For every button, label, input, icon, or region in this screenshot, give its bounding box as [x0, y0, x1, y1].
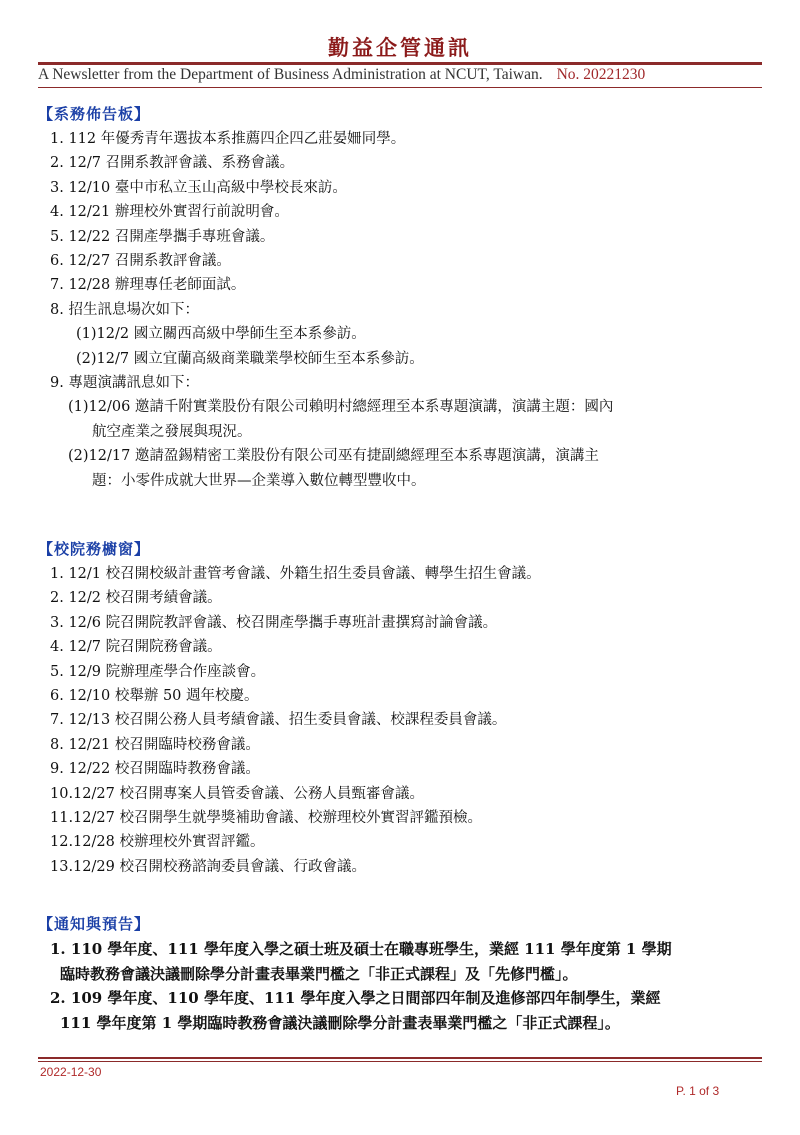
- subtitle-text: A Newsletter from the Department of Business Administration at NCUT, Taiwan.: [38, 66, 543, 83]
- talk-line-cont: 題：小零件成就大世界—企業導入數位轉型豐收中。: [92, 472, 426, 489]
- issue-number: No. 20221230: [556, 66, 646, 83]
- footer-rule-top: [38, 1057, 762, 1059]
- list-item: 1. 12/1 校召開校級計畫管考會議、外籍生招生委員會議、轉學生招生會議。: [50, 566, 541, 582]
- list-item: 5. 12/22 召開產學攜手專班會議。: [50, 228, 275, 245]
- notice-item: [38, 986, 762, 1035]
- talk-item: [38, 444, 762, 493]
- section-heading: 【校院務櫥窗】: [38, 540, 151, 558]
- sub-list-item: (2)12/7 國立宜蘭高級商業職業學校師生至本系參訪。: [76, 350, 424, 367]
- list-item: 4. 12/21 辦理校外實習行前說明會。: [50, 204, 289, 221]
- list-item: 4. 12/7 院召開院務會議。: [50, 639, 222, 656]
- section-heading: 【通知與預告】: [38, 915, 151, 933]
- page-number: P. 1 of 3: [676, 1084, 720, 1098]
- notice-line-cont: 臨時教務會議決議刪除學分計畫表畢業門檻之「非正式課程」及「先修門檻」。: [60, 964, 578, 983]
- notice-line: 1. 110 學年度、111 學年度入學之碩士班及碩士在職專班學生，業經 111 學年度第 1 學期: [50, 940, 672, 958]
- list-item: 5. 12/9 院辦理產學合作座談會。: [50, 663, 266, 680]
- list-item: 2. 12/2 校召開考績會議。: [50, 590, 222, 607]
- list-item: 8. 招生訊息場次如下：: [50, 301, 199, 318]
- list-item: 3. 12/10 臺中市私立玉山高級中學校長來訪。: [50, 179, 347, 196]
- talk-line: (1)12/06 邀請千附實業股份有限公司賴明村總經理至本系專題演講，演講主題：國內: [68, 399, 614, 416]
- list-item: 3. 12/6 院召開院教評會議、校召開產學攜手專班計畫撰寫討論會議。: [50, 614, 498, 631]
- talk-line: (2)12/17 邀請盈錫精密工業股份有限公司巫有捷副總經理至本系專題演講，演講主: [68, 448, 599, 465]
- list-item: 9. 12/22 校召開臨時教務會議。: [50, 761, 260, 778]
- newsletter-title: 勤益企管通訊: [328, 35, 472, 60]
- list-item: 1. 112 年優秀青年選拔本系推薦四企四乙莊晏姍同學。: [50, 131, 406, 147]
- sub-list-item: (1)12/2 國立關西高級中學師生至本系參訪。: [76, 326, 366, 343]
- notice-line-cont: 111 學年度第 1 學期臨時教務會議決議刪除學分計畫表畢業門檻之「非正式課程」。: [60, 1013, 620, 1032]
- title-rule-top: [38, 62, 762, 65]
- list-item: 6. 12/10 校舉辦 50 週年校慶。: [50, 688, 259, 705]
- section-school-window: [38, 538, 762, 879]
- subtitle-rule-bottom: [38, 87, 762, 88]
- list-item: 6. 12/27 召開系教評會議。: [50, 253, 231, 270]
- notice-item: [38, 937, 762, 986]
- list-item: 7. 12/28 辦理專任老師面試。: [50, 277, 246, 294]
- section-heading: 【系務佈告板】: [38, 105, 151, 123]
- list-item: 7. 12/13 校召開公務人員考績會議、招生委員會議、校課程委員會議。: [50, 712, 507, 729]
- list-item: 12.12/28 校辦理校外實習評鑑。: [50, 834, 265, 851]
- list-item: 2. 12/7 召開系教評會議、系務會議。: [50, 155, 295, 172]
- list-item: 9. 專題演講訊息如下：: [50, 375, 199, 392]
- section-dept-board: [38, 103, 762, 493]
- list-item: 8. 12/21 校召開臨時校務會議。: [50, 736, 260, 753]
- list-item: 11.12/27 校召開學生就學獎補助會議、校辦理校外實習評鑑預檢。: [50, 810, 482, 827]
- talk-item: [38, 395, 762, 444]
- list-item: 10.12/27 校召開專案人員管委會議、公務人員甄審會議。: [50, 785, 424, 802]
- list-item: 13.12/29 校召開校務諮詢委員會議、行政會議。: [50, 858, 366, 875]
- talk-line-cont: 航空產業之發展與現況。: [92, 423, 252, 440]
- newsletter-subtitle: [38, 66, 762, 84]
- notice-line: 2. 109 學年度、110 學年度、111 學年度入學之日間部四年制及進修部四年制學生，業經: [50, 989, 661, 1007]
- section-notices: [38, 913, 762, 1035]
- footer-date: 2022-12-30: [40, 1065, 102, 1079]
- footer-rule-bottom: [38, 1061, 762, 1062]
